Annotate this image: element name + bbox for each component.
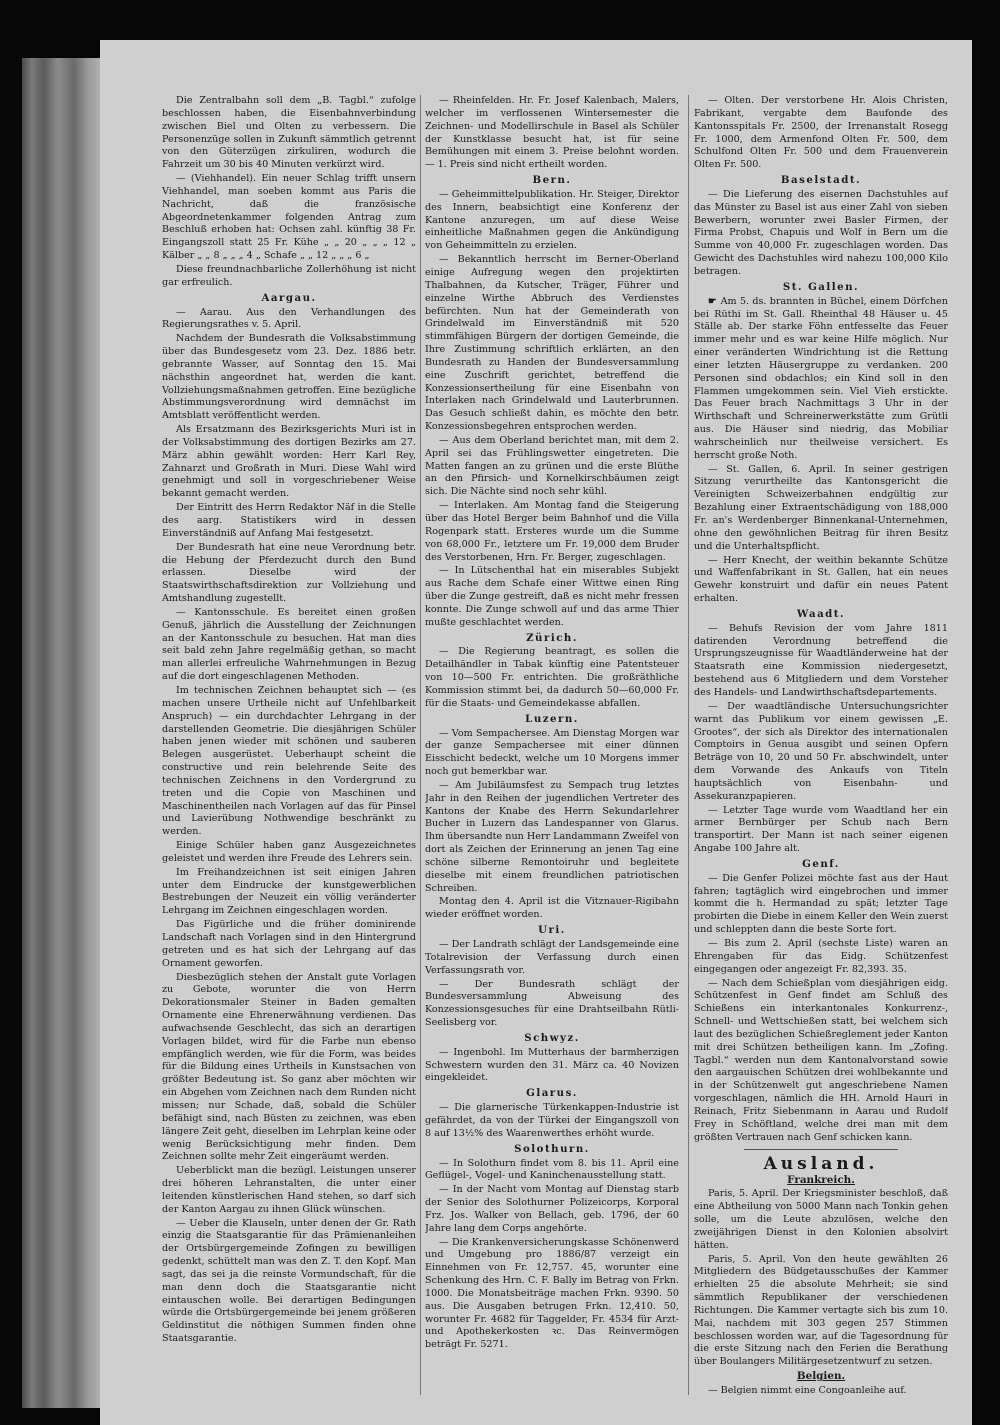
column-right [694, 95, 948, 1399]
article-paragraph: — Herr Knecht, der weithin bekannte Schütze und Waffenfabrikant in St. Gallen, hat ein neues Gewehr konstruirt und dafür ein neues Patent erhalten. [694, 554, 948, 605]
article-paragraph: Ueberblickt man die bezügl. Leistungen unserer drei höheren Lehranstalten, die unter einer leitenden künstlerischen Hand stehen, so darf sich der Kanton Aargau zu ihnen Glück wünschen. [162, 1165, 416, 1215]
section-heading: Aargau. [261, 291, 317, 304]
article-paragraph: — In Lütschenthal hat ein miserables Subjekt aus Rache dem Schafe einer Wittwe einen Ring über die Zunge gestreift, daß es nicht mehr fressen konnte. Die Zunge schwoll auf und das arme Thier mußte geschlachtet werden. [425, 565, 679, 628]
pointing-hand-icon: ☛ [708, 295, 717, 307]
section-heading: Belgien. [796, 1370, 846, 1383]
article-paragraph: Nachdem der Bundesrath die Volksabstimmung über das Bundesgesetz vom 23. Dez. 1886 betr. gebrannte Wasser, auf Sonntag den 15. Mai nächsthin angeordnet hat, werden die kant. Vollziehungsmaßnahmen getroffen. Eine bezügliche Abstimmungsverordnung wird demnächst im Amtsblatt veröffentlicht werden. [162, 333, 416, 422]
article-paragraph: — In der Nacht vom Montag auf Dienstag starb der Senior des Solothurner Polizeicorps, Korporal Frz. Jos. Walker von Bellach, geb. 1796, der 60 Jahre lang dem Corps angehörte. [425, 1184, 679, 1234]
section-heading: Schwyz. [524, 1031, 580, 1044]
column-left [162, 95, 416, 1347]
article-paragraph: — Olten. Der verstorbene Hr. Alois Christen, Fabrikant, vergabte dem Baufonde des Kantonsspitals Fr. 2500, der Irrenanstalt Rosegg Fr. 1000, dem Armenfond Olten Fr. 500, dem Schulfond Olten Fr. 500 und dem Frauenverein Olten Fr. 500. [694, 95, 948, 171]
article-paragraph: Der Eintritt des Herrn Redaktor Näf in die Stelle des aarg. Statistikers wird in dessen Einverständniß auf Anfang Mai festgesetzt. [162, 502, 416, 539]
article-paragraph: — Interlaken. Am Montag fand die Steigerung über das Hotel Berger beim Bahnhof und die Villa Rogenpark statt. Ersteres wurde um die Summe von 68,000 Fr., letztere um Fr. 19,000 dem Bruder des Verstorbenen, Hrn. Fr. Berger, zugeschlagen. [425, 500, 679, 563]
article-paragraph: — Aus dem Oberland berichtet man, mit dem 2. April sei das Frühlingswetter eingetreten. Die Matten fangen an zu grünen und die erste Blüthe an den Pfirsich- und Kornelkirschbäumen zeigt sich. Die Nächte sind noch sehr kühl. [425, 434, 679, 498]
article-paragraph [694, 296, 948, 463]
article-paragraph: Im technischen Zeichnen behauptet sich — (es machen unsere Urtheile nicht auf Unfehlbarkeit Anspruch) — ein durchdachter Lehrgang in der darstellenden Geometrie. Die diesjährigen Schüler haben jenen wieder mit schönen und sauberen Belegen ausgerüstet. Ueberhaupt scheint die constructive und rein belehrende Seite des technischen Zeichnens in den Vordergrund zu treten und die Copie von Maschinen und Maschinentheilen nach Vorlagen auf das für Pinsel und Lavierübung Nothwendige beschränkt zu werden. [162, 684, 416, 838]
article-paragraph: — Der Bundesrath schlägt der Bundesversammlung Abweisung des Konzessionsgesuches für eine Drahtseilbahn Rütli-Seelisberg vor. [425, 978, 679, 1029]
section-rule [744, 1149, 898, 1150]
article-paragraph: Diesbezüglich stehen der Anstalt gute Vorlagen zu Gebote, worunter die von Herrn Dekorationsmaler Steiner in Baden gemalten Ornamente eine Ehrenerwähnung verdienen. Das aufwachsende Geschlecht, das sich an derartigen Vorlagen bildet, wird für die Farbe nun ebenso empfänglich werden, wie für die Form, was beides für die Bildung eines Urtheils in Kunstsachen von größter Bedeutung ist. So ganz aber möchten wir ein Abgehen vom Zeichnen nach dem Runden nicht missen; nur Schade, daß, sobald die Schüler befähigt sind, nach Büsten zu zeichnen, was eben längere Zeit geht, dieselben im Lehrplan keine oder wenig Berücksichtigung mehr finden. Dem Zeichnen sollte mehr Zeit eingeräumt werden. [162, 971, 416, 1163]
article-paragraph: Montag den 4. April ist die Vitznauer-Rigibahn wieder eröffnet worden. [425, 896, 679, 921]
section-heading: Zürich. [526, 631, 578, 644]
article-paragraph: — Geheimmittelpublikation. Hr. Steiger, Direktor des Innern, beabsichtigt eine Konferenz der Kantone anzuregen, um auf diese Weise einheitliche Maßnahmen gegen die Ankündigung von Geheimmitteln zu erzielen. [425, 188, 679, 252]
section-heading: Solothurn. [514, 1142, 590, 1155]
article-text: Am 5. ds. brannten in Büchel, einem Dörfchen bei Rüthi im St. Gall. Rheinthal 48 Häuser u. 45 Ställe ab. Der starke Föhn entfesselte das Feuer immer mehr und es war keine Hilfe möglich. Nur einer veränderten Windrichtung ist die Rettung einer letzten Häusergruppe zu verdanken. 200 Personen sind obdachlos; ein Kind soll in den Flammen umgekommen sein. Viel Vieh erstickte. Das Feuer brach Nachmittags 3 Uhr in der Wirthschaft und Schreinerwerkstätte zum Grütli aus. Die Häuser sind niedrig, das Mobiliar wahrscheinlich nur theilweise versichert. Es herrscht große Noth. [694, 295, 948, 461]
article-paragraph: — Belgien nimmt eine Congoanleihe auf. [708, 1385, 907, 1396]
book-binding [22, 58, 108, 1408]
section-heading: Glarus. [526, 1087, 578, 1100]
article-paragraph: — Rheinfelden. Hr. Fr. Josef Kalenbach, Malers, welcher im verflossenen Wintersemester die Zeichnen- und Modellirschule in Basel als Schüler der Kunstklasse besucht hat, ist für seine Bemühungen mit einem 3. Preise belohnt worden. — 1. Preis sind nicht ertheilt worden. [425, 95, 679, 171]
column-divider [688, 95, 689, 1395]
article-paragraph: — Behufs Revision der vom Jahre 1811 datirenden Verordnung betreffend die Ursprungszeugnisse für Waadtländerweine hat der Staatsrath eine Kommission niedergesetzt, bestehend aus 6 Mitgliedern und dem Vorsteher des Handels- und Landwirthschaftsdepartements. [694, 622, 948, 698]
article-paragraph: — Am Jubiläumsfest zu Sempach trug letztes Jahr in den Reihen der jugendlichen Vertreter des Kantons der Knabe des Herrn Sekundarlehrer Bucher in Luzern das Landespanner von Glarus. Ihm übersandte nun Herr Landammann Zweifel von dort als Zeichen der Erinnerung an jenen Tag eine schöne silberne Remontoiruhr und begleitete dieselbe mit einem freundlichen patriotischen Schreiben. [425, 779, 679, 894]
article-paragraph: Paris, 5. April. Der Kriegsminister beschloß, daß eine Abtheilung von 5000 Mann nach Tonkin gehen solle, um die Leute abzulösen, welche den zweijährigen Dienst in den Kolonien absolvirt hätten. [694, 1188, 948, 1251]
section-heading: St. Gallen. [782, 280, 860, 293]
article-paragraph: — Kantonsschule. Es bereitet einen großen Genuß, jährlich die Ausstellung der Zeichnungen an der Kantonsschule zu besuchen. Hat man dies seit bald zehn Jahre regelmäßig gethan, so macht man allerlei erfreuliche Wahrnehmungen in Bezug auf die dort eingeschlagenen Methoden. [162, 606, 416, 683]
article-paragraph: — Die Lieferung des eisernen Dachstuhles auf das Münster zu Basel ist aus einer Zahl von sieben Bewerbern, worunter zwei Basler Firmen, der Firma Probst, Chapuis und Wolf in Bern um die Summe von 40,000 Fr. zugeschlagen worden. Das Gewicht des Dachstuhles wird nahezu 100,000 Kilo betragen. [694, 188, 948, 277]
article-paragraph: — Der Landrath schlägt der Landsgemeinde eine Totalrevision der Verfassung durch einen Verfassungsrath vor. [425, 939, 679, 976]
article-paragraph: — Aarau. Aus den Verhandlungen des Regierungsrathes v. 5. April. [162, 306, 416, 331]
section-heading: Luzern. [525, 712, 579, 725]
column-divider [420, 95, 421, 1395]
article-paragraph: — Die Regierung beantragt, es sollen die Detailhändler in Tabak künftig eine Patentsteuer von 10—500 Fr. entrichten. Die großräthliche Kommission stimmt bei, da dadurch 50—60,000 Fr. für die Staats- und Gemeindekasse abfallen. [425, 646, 679, 709]
article-paragraph: Im Freihandzeichnen ist seit einigen Jahren unter dem Eindrucke der kunstgewerblichen Bestrebungen der Neuzeit ein völlig veränderter Lehrgang im Zeichnen eingeschlagen worden. [162, 866, 416, 917]
article-paragraph: Als Ersatzmann des Bezirksgerichts Muri ist in der Volksabstimmung des dortigen Bezirks am 27. März abhin gewählt worden: Herr Karl Rey, Zahnarzt und Großrath in Muri. Diese Wahl wird genehmigt und soll in vorgeschriebener Weise bekannt gemacht werden. [162, 424, 416, 500]
column-middle [425, 95, 679, 1353]
article-paragraph: Der Bundesrath hat eine neue Verordnung betr. die Hebung der Pferdezucht durch den Bund erlassen. Dieselbe wird der Staatswirthschaftsdirektion zur Vollziehung und Amtshandlung zugestellt. [162, 541, 416, 605]
section-heading: Bern. [532, 174, 572, 187]
article-paragraph: Paris, 5. April. Von den heute gewählten 26 Mitgliedern des Büdgetausschußes der Kammer erhielten 25 die absolute Mehrheit; sie sind sämmtlich Republikaner der verschiedenen Richtungen. Die Kammer vertagte sich bis zum 10. Mai, nachdem mit 303 gegen 257 Stimmen beschlossen worden war, auf die Tagesordnung für die erste Sitzung nach den Ferien die Berathung über Boulangers Militärgesetzentwurf zu setzen. [694, 1253, 948, 1368]
article-paragraph: Einige Schüler haben ganz Ausgezeichnetes geleistet und werden ihre Freude des Lehrers sein. [162, 840, 416, 864]
newspaper-page [100, 40, 972, 1425]
article-paragraph: — Der waadtländische Untersuchungsrichter warnt das Publikum vor einem gewissen „E. Grootes“, der sich als Direktor des internationalen Comptoirs in Genua ausgibt und seinen Opfern Beträge von 10, 20 und 50 Fr. abschwindelt, unter dem Vorwande des Ankaufs von Titeln hauptsächlich von Eisenbahn- und Assekuranzpapieren. [694, 700, 948, 802]
article-paragraph: — In Solothurn findet vom 8. bis 11. April eine Geflügel-, Vogel- und Kaninchenausstellung statt. [425, 1157, 679, 1182]
article-paragraph: Diese freundnachbarliche Zollerhöhung ist nicht gar erfreulich. [162, 263, 416, 288]
section-heading: Baselstadt. [780, 174, 862, 187]
article-paragraph: Die Zentralbahn soll dem „B. Tagbl.“ zufolge beschlossen haben, die Eisenbahnverbindung zwischen Biel und Olten zu verbessern. Die Personenzüge sollen in Zukunft sämmtlich getrennt von den Güterzügen zirkuliren, wodurch die Fahrzeit um 30 bis 40 Minuten verkürzt wird. [162, 95, 416, 171]
article-paragraph: Das Figürliche und die früher dominirende Landschaft nach Vorlagen sind in den Hintergrund getreten und es hat sich der Lehrgang auf das Ornament geworfen. [162, 919, 416, 969]
article-paragraph: — Bis zum 2. April (sechste Liste) waren an Ehrengaben für das Eidg. Schützenfest eingegangen oder angezeigt Fr. 82,393. 35. [694, 938, 948, 975]
article-paragraph: — Die Krankenversicherungskasse Schönenwerd und Umgebung pro 1886/87 verzeigt ein Einnehmen von Fr. 12,757. 45, worunter eine Schenkung des Hrn. C. F. Bally im Betrag von Frkn. 1000. Die Monatsbeiträge machen Frkn. 9390. 50 aus. Die Ausgaben betrugen Frkn. 12,410. 50, worunter Fr. 4682 für Taggelder, Fr. 4534 für Arzt- und Apothekerkosten ꝛc. Das Reinvermögen beträgt Fr. 5271. [425, 1236, 679, 1351]
article-paragraph: — Bekanntlich herrscht im Berner-Oberland einige Aufregung wegen den projektirten Thalbahnen, da Kutscher, Träger, Führer und einzelne Wirthe Abbruch des Verdienstes befürchten. Nun hat der Gemeinderath von Grindelwald im Einverständniß mit 520 stimmfähigen Bürgern der dortigen Gemeinde, die Ihre Zustimmung schriftlich erklärten, an den Bundesrath zu Handen der Bundesversammlung eine Zuschrift gerichtet, betreffend die Konzessionsertheilung für eine Eisenbahn von Interlaken nach Grindelwald und Lauterbrunnen. Das Gesuch schließt dahin, es möchte den betr. Konzessionsbegehren entsprochen werden. [425, 254, 679, 433]
article-paragraph: — (Viehhandel). Ein neuer Schlag trifft unsern Viehhandel, man soeben kommt aus Paris die Nachricht, daß die französische Abgeordnetenkammer folgenden Antrag zum Beschluß erhoben hat: Ochsen zahl. künftig 38 Fr. Eingangszoll statt 25 Fr. Kühe „ „ 20 „ „ „ 12 „ Kälber „ „ 8 „ „ „ 4 „ Schafe „ „ 12 „ „ „ 6 „ [162, 173, 416, 262]
article-paragraph: — St. Gallen, 6. April. In seiner gestrigen Sitzung verurtheilte das Kantonsgericht die Vereinigten Schweizerbahnen endgültig zur Bezahlung einer Extraentschädigung von 188,000 Fr. an's Werdenberger Binnenkanal-Unternehmen, ohne den gewöhnlichen Beitrag für ihren Besitz und die Unterhaltspflicht. [694, 463, 948, 552]
article-paragraph: — Ingenbohl. Im Mutterhaus der barmherzigen Schwestern wurden den 31. März ca. 40 Novizen eingekleidet. [425, 1046, 679, 1084]
section-heading: Frankreich. [787, 1173, 855, 1186]
section-heading: Waadt. [796, 607, 846, 620]
section-heading: Ausland. [763, 1153, 879, 1174]
section-heading: Uri. [538, 924, 566, 937]
article-paragraph: — Ueber die Klauseln, unter denen der Gr. Rath einzig die Staatsgarantie für das Prämienanleihen der Ortsbürgergemeinde Zofingen zu bewilligen gedenkt, schüttelt man was den Z. T. den Kopf. Man sagt, das sei ja die reinste Vormundschaft, für die man denn doch die Staatsgarantie nicht eintauschen wolle. Bei derartigen Bedingungen würde die Ortsbürgergemeinde bei jenem größeren Geldinstitut die nöthigen Summen finden ohne Staatsgarantie. [162, 1217, 416, 1345]
article-paragraph: — Die glarnerische Türkenkappen-Industrie ist gefährdet, da von der Türkei der Eingangszoll von 8 auf 13½% des Waarenwerthes erhöht wurde. [425, 1102, 679, 1139]
article-paragraph: — Die Genfer Polizei möchte fast aus der Haut fahren; tagtäglich wird eingebrochen und immer kommt die h. Hermandad zu spät; letzter Tage probirten die Diebe in einem Keller den Wein zuerst und schleppten dann die beste Sorte fort. [694, 872, 948, 936]
article-paragraph: — Letzter Tage wurde vom Waadtland her ein armer Bernbürger per Schub nach Bern transportirt. Der Mann ist nach seiner eigenen Angabe 100 Jahre alt. [694, 804, 948, 855]
article-paragraph: — Vom Sempachersee. Am Dienstag Morgen war der ganze Sempachersee mit einer dünnen Eisschicht bedeckt, welche um 10 Morgens immer noch gut bemerkbar war. [425, 727, 679, 778]
article-paragraph: — Nach dem Schießplan vom diesjährigen eidg. Schützenfest in Genf findet am Schluß des Schießens ein interkantonales Konkurrenz-, Schnell- und Wettschießen statt, bei welchem sich laut des bezüglichen Schießreglement jeder Kanton mit drei Schützen betheiligen kann. Im „Zofing. Tagbl.“ werden nun dem Kantonalvorstand sowie den aargauischen Schützen drei wohlbekannte und in der Schützenwelt gut angeschriebene Namen vorgeschlagen, nämlich die HH. Arnold Hauri in Reinach, Fritz Siebenmann in Aarau und Rudolf Frey in Schöftland, welche drei man mit dem größten Vertrauen nach Genf schicken kann. [694, 977, 948, 1143]
section-heading: Genf. [802, 857, 840, 870]
